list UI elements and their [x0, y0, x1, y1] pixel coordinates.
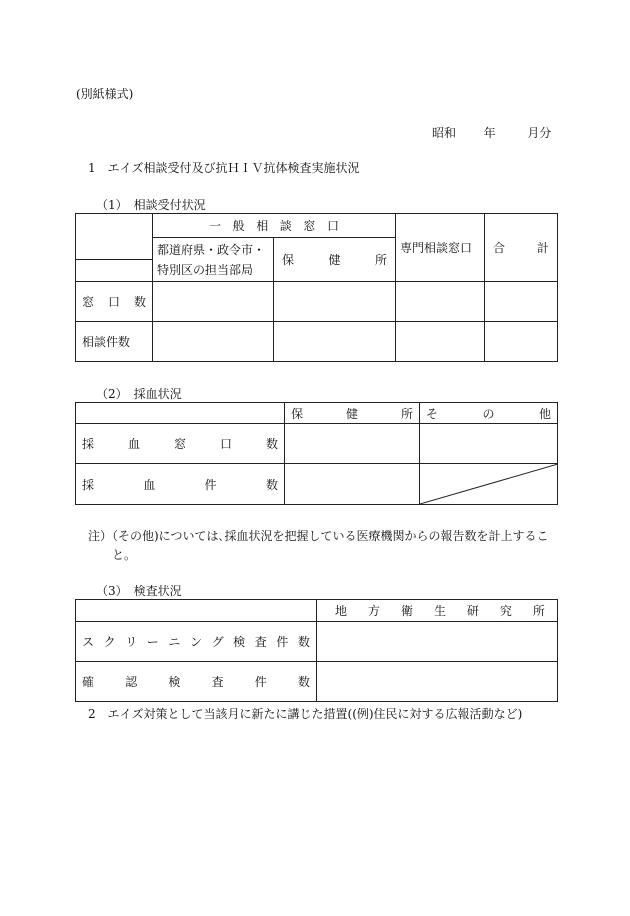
- sub2-title: （2） 採血状況: [96, 387, 182, 401]
- header-hokenjo: 保 健 所: [285, 403, 420, 424]
- char: 窓: [303, 219, 316, 233]
- blood-sampling-table: [75, 402, 558, 505]
- inspection-table: [75, 599, 558, 702]
- char: 口: [326, 219, 339, 233]
- char: 般: [232, 219, 245, 233]
- row-saiketsu-kensu: 採 血 件 数: [76, 464, 285, 505]
- cell[interactable]: [317, 662, 558, 702]
- section2-title: 2 エイズ対策として当該月に新たに講じた措置((例)住民に対する広報活動など): [88, 707, 523, 721]
- section1-title: 1 エイズ相談受付及び抗ＨＩＶ抗体検査実施状況: [88, 161, 360, 175]
- cell[interactable]: [420, 424, 558, 464]
- consultation-table: [75, 213, 558, 362]
- row-madoguchi: 窓 口 数: [76, 282, 153, 322]
- form-label: (別紙様式): [76, 87, 134, 101]
- general-window-text: [209, 217, 339, 234]
- char: 一: [209, 219, 222, 233]
- header-lab: 地 方 衛 生 研 究 所: [317, 600, 558, 622]
- cell[interactable]: [153, 282, 274, 322]
- header-total: 合 計: [485, 214, 558, 282]
- report-date: [432, 124, 551, 141]
- sub1-title: （1） 相談受付状況: [96, 198, 206, 212]
- cell[interactable]: [274, 322, 396, 362]
- cell[interactable]: [396, 282, 485, 322]
- cell[interactable]: [153, 322, 274, 362]
- note-line1: 注）（その他)については､採血状況を把握している医療機関からの報告数を計上するこ: [88, 529, 549, 543]
- sub3-title: （3） 検査状況: [96, 584, 182, 598]
- row-saiketsu-madoguchi: 採 血 窓 口 数: [76, 424, 285, 464]
- char: 相: [256, 219, 269, 233]
- row-confirm: 確 認 検 査 件 数: [76, 662, 317, 702]
- header-blank-2: [76, 260, 153, 282]
- row-soudan-kensu: 相談件数: [76, 322, 153, 362]
- header-blank: [76, 214, 153, 260]
- header-blank: [76, 600, 317, 622]
- char: 談: [279, 219, 292, 233]
- header-general-window: [153, 214, 396, 238]
- date-year: 年: [483, 126, 496, 140]
- date-era: 昭和: [432, 126, 457, 140]
- cell[interactable]: [285, 464, 420, 505]
- header-blank: [76, 403, 285, 424]
- header-prefecture: 都道府県・政令市・ 特別区の担当部局: [153, 238, 274, 282]
- cell[interactable]: [285, 424, 420, 464]
- cell[interactable]: [274, 282, 396, 322]
- cell[interactable]: [485, 282, 558, 322]
- cell[interactable]: [317, 622, 558, 662]
- header-hokenjo: 保 健 所: [274, 238, 396, 282]
- header-other: そ の 他: [420, 403, 558, 424]
- diagonal-line: [420, 464, 558, 504]
- row-screening: ス ク リ ー ニ ン グ 検 査 件 数: [76, 622, 317, 662]
- cell[interactable]: [485, 322, 558, 362]
- cell[interactable]: [396, 322, 485, 362]
- date-month: 月分: [527, 126, 552, 140]
- header-senmon: 専門相談窓口: [396, 214, 485, 282]
- note-line2: と。: [112, 548, 137, 562]
- diagonal-cell: [420, 464, 558, 505]
